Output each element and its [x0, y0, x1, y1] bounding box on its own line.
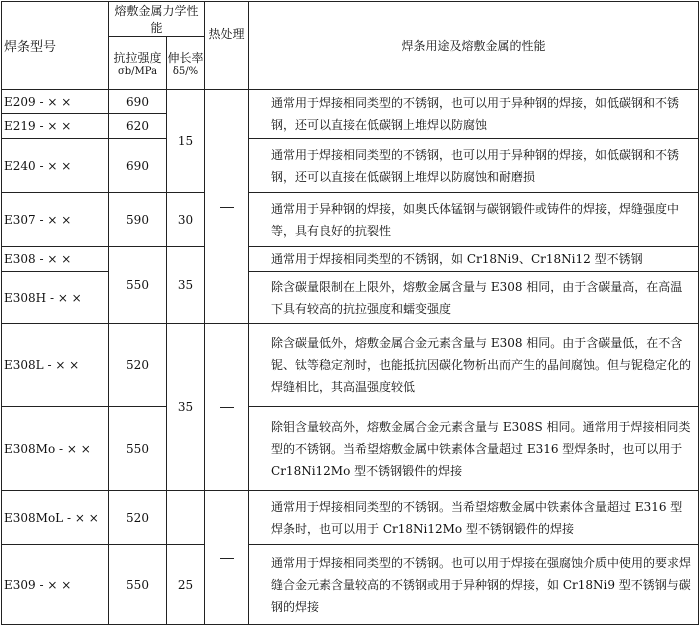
header-elongation	[167, 37, 205, 90]
electrode-type: E307 - × ×	[2, 193, 109, 247]
elongation-value: 35	[167, 247, 205, 324]
heat-treatment-dash	[205, 491, 249, 625]
table-row	[2, 491, 699, 545]
heat-treatment-dash	[205, 90, 249, 324]
table-row	[2, 407, 699, 491]
dash-mark	[220, 207, 234, 208]
usage-text: 通常用于异种钢的焊接，如奥氏体锰钢与碳钢锻件或铸件的焊接，焊缝强度中等，具有良好的抗裂性	[271, 201, 680, 238]
tensile-value: 520	[109, 491, 167, 545]
table-row	[2, 139, 699, 193]
usage-description	[249, 247, 699, 272]
tensile-value: 620	[109, 114, 167, 139]
electrode-type: E240 - × ×	[2, 139, 109, 193]
table-row	[2, 247, 699, 272]
elongation-value: 25	[167, 545, 205, 625]
electrode-spec-table	[1, 1, 699, 625]
dash-mark	[220, 558, 234, 559]
tensile-value: 550	[109, 407, 167, 491]
electrode-type: E308L - × ×	[2, 324, 109, 407]
header-tensile-unit: σb/MPa	[117, 66, 158, 77]
tensile-value: 690	[109, 90, 167, 114]
usage-description	[249, 491, 699, 545]
header-mech-properties: 熔敷金属力学性能	[109, 2, 205, 37]
usage-description	[249, 272, 699, 324]
usage-description	[249, 139, 699, 193]
elongation-value: 35	[167, 324, 205, 491]
tensile-value: 550	[109, 545, 167, 625]
electrode-type: E308Mo - × ×	[2, 407, 109, 491]
usage-text: 除含碳量限制在上限外，熔敷金属含量与 E308 相同，由于含碳量高，在高温下具有较高的抗拉强度和蠕变强度	[271, 279, 683, 316]
usage-text: 通常用于焊接相同类型的不锈钢。当希望熔敷金属中铁素体含量超过 E316 型焊条时，也可以用于 Cr18Ni12Mo 型不锈钢锻件的焊接	[271, 499, 683, 536]
table-row	[2, 90, 699, 114]
tensile-value: 520	[109, 324, 167, 407]
header-description: 焊条用途及熔敷金属的性能	[249, 2, 699, 90]
usage-description	[249, 90, 699, 139]
header-elongation-label: 伸长率	[167, 51, 204, 65]
header-tensile	[109, 37, 167, 90]
table-row	[2, 272, 699, 324]
electrode-type: E209 - × ×	[2, 90, 109, 114]
dash-mark	[220, 407, 234, 408]
header-type: 焊条型号	[2, 2, 109, 90]
electrode-type: E309 - × ×	[2, 545, 109, 625]
tensile-value: 550	[109, 247, 167, 324]
usage-text: 通常用于焊接相同类型的不锈钢。也可以用于焊接在强腐蚀介质中使用的要求焊缝合金元素含量较高的不锈钢或用于异种钢的焊接，如 Cr18Ni9 型不锈钢与碳钢的焊接	[271, 555, 692, 614]
electrode-type: E308 - × ×	[2, 247, 109, 272]
usage-text: 除钼含量较高外，熔敷金属合金元素含量与 E308S 相同。通常用于焊接相同类型的不锈钢。当希望熔敷金属中铁素体含量超过 E316 型焊条时，也可以用于 Cr18Ni12Mo 型不锈钢锻件的焊接	[271, 419, 691, 478]
elongation-value: 30	[167, 193, 205, 247]
header-elongation-unit: δ5/%	[172, 66, 199, 77]
table-row	[2, 193, 699, 247]
usage-text: 通常用于焊接相同类型的不锈钢，如 Cr18Ni9、Cr18Ni12 型不锈钢	[271, 252, 643, 266]
electrode-type: E308H - × ×	[2, 272, 109, 324]
header-tensile-label: 抗拉强度	[113, 51, 162, 65]
usage-text: 通常用于焊接相同类型的不锈钢，也可以用于异种钢的焊接，如低碳钢和不锈钢，还可以直接在低碳钢上堆焊以防腐蚀和耐磨损	[271, 147, 680, 184]
elongation-value: 15	[167, 90, 205, 193]
elongation-value-empty	[167, 491, 205, 545]
usage-description	[249, 324, 699, 407]
usage-text: 除含碳量低外，熔敷金属合金元素含量与 E308 相同。由于含碳量低，在不含铌、钛等稳定剂时，也能抵抗因碳化物析出而产生的晶间腐蚀。但与铌稳定化的焊缝相比，其高温强度较低	[271, 336, 692, 394]
usage-description	[249, 407, 699, 491]
table-row	[2, 324, 699, 407]
header-heat-label: 热处理	[208, 26, 245, 41]
tensile-value: 690	[109, 139, 167, 193]
tensile-value: 590	[109, 193, 167, 247]
usage-description	[249, 193, 699, 247]
heat-treatment-dash	[205, 324, 249, 491]
usage-description	[249, 545, 699, 625]
table-row	[2, 545, 699, 625]
electrode-type: E308MoL - × ×	[2, 491, 109, 545]
header-heat-treatment	[205, 26, 249, 90]
electrode-type: E219 - × ×	[2, 114, 109, 139]
usage-text: 通常用于焊接相同类型的不锈钢，也可以用于异种钢的焊接，如低碳钢和不锈钢，还可以直接在低碳钢上堆焊以防腐蚀	[271, 96, 680, 132]
